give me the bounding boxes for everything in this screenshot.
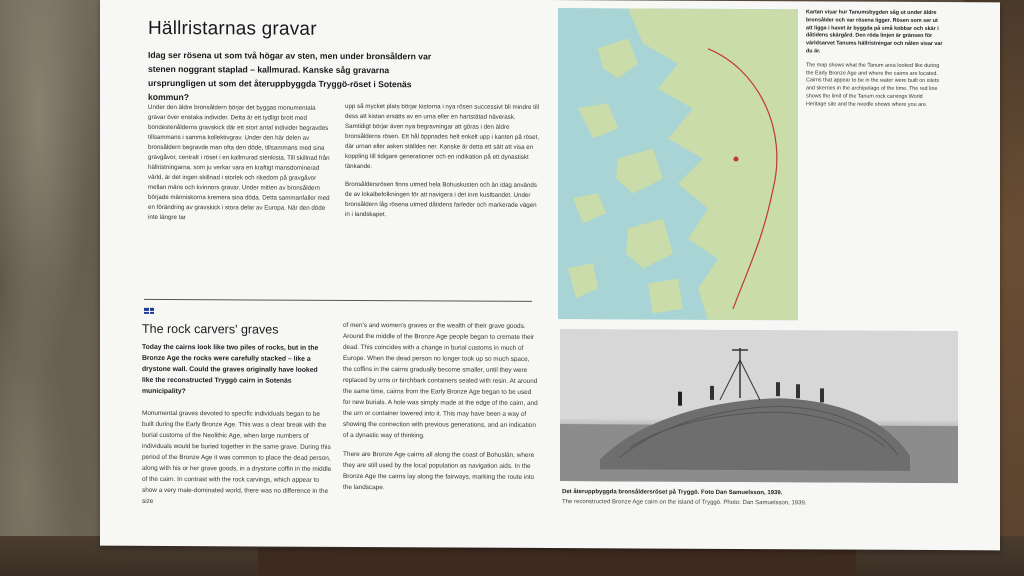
information-sign xyxy=(100,0,1000,550)
map-caption-english: The map shows what the Tanum area looked like during the Early Bronze Age and where the cairns are located. Cairns that appear to be in the water were built on islets and skerries in the archipelago of the time. The red line shows the limit of the Tanum rock carvings World Heritage site and the needle shows where you are. xyxy=(806,62,940,108)
swedish-column-1: Under den äldre bronsåldern börjar det byggas monumentala gravar över enstaka individer. Detta är ett tydligt brott med bondestenålderns gravskick där ett stort antal individer begravdes tillsammans i samma kollektivgrav. Under den här delen av bronsåldern begravde man ofta den döde, tillsammans med sina gravgåvor, centralt i röset i en kallmurad stenkista. Till skillnad från hällristningarna, som ju verkar vara en kraftigt mansdominerad värld, är det ingen skillnad i storlek och rikedom på gravgåvor mellan mäns och kvinnors gravar. Under mitten av bronsåldern började människorna kremera sina döda. Detta sammanfaller med en förändring av gravskick i stora delar av Europa. När den döde inte längre tar xyxy=(148,103,330,222)
english-column-2 xyxy=(343,320,538,494)
english-column-1: Monumental graves devoted to specific individuals began to be built during the Early Bronze Age. This was a clear break with the burial customs of the Neolithic Age, when large numbers of individuals would be buried together in the same grave. During this period of the Bronze Age it was common to place the dead person, along with his or her grave goods, in a drystone coffin in the middle of the cairn. In contrast with the rock carvings, which appear to show a very male-dominated world, there was no difference in the size xyxy=(142,409,332,505)
map-caption-swedish: Kartan visar hur Tanumsbygden såg ut under äldre bronsålder och var rösena ligger. Rösen som ser ut att ligga i havet är byggda på små kobbar och skär i dåtidens skärgård. Den röda linjen är gränsen för världsarvet Tanums hällristningar och nålen visar var du är. xyxy=(806,9,943,55)
sign-post xyxy=(258,548,856,576)
section-divider xyxy=(144,299,532,302)
swedish-intro: Idag ser rösena ut som två högar av sten, men under bronsåldern var stenen noggrant staplad – kallmurad. Kanske såg gravarna ursprungligen ut som det återuppbyggda Tryggö-röset i Sotenäs kommun? xyxy=(148,49,432,103)
english-column-2-p2: There are Bronze Age cairns all along the coast of Bohuslän, where they are still used by the local population as navigation aids. In the Bronze Age the cairns lay along the fairways, marking the route into the landscape. xyxy=(343,450,535,492)
photo-caption-english: The reconstructed Bronze Age cairn on the island of Tryggö. Photo: Dan Samuelsson, 1939. xyxy=(562,499,807,507)
tryggo-cairn-photo xyxy=(560,329,958,483)
bronze-age-map xyxy=(558,8,798,320)
english-column-2-p1: of men's and women's graves or the wealth of their grave goods. Around the middle of the Bronze Age people began to cremate their dead. This coincides with a change in burial customs in much of Europe. When the dead person no longer took up so much space, the coffins in the cairns gradually become smaller, until they were replaced by urns or birchbark containers sealed with resin. At around the same time, cairns from the Early Bronze Age began to be used for new burials. A hole was simply made at the edge of the cairn, and the urn or container lowered into it. This may have been a way of showing the connection with previous generations, and an indication of a dynastic way of thinking. xyxy=(343,321,538,440)
swedish-column-2-p2: Bronsåldersrösen finns utmed hela Bohuskusten och än idag används de av lokalbefolkningen för att navigera i det inre kustbandet. Under bronsåldern låg rösena utmed dåtidens farleder och markerade vägen in i landskapet. xyxy=(345,180,537,219)
swedish-column-2 xyxy=(345,102,540,221)
sign-title: Hällristarnas gravar xyxy=(148,17,317,40)
uk-flag-icon xyxy=(144,308,154,314)
swedish-column-2-p1: upp så mycket plats börjar kistorna i nya rösen successivt bli mindre till dess att kistan ersätts av en urna eller en hartstätad näverask. Samtidigt börjar även nya begravningar att göras i den äldre bronsålderns rösen. Ett hål öppnades helt enkelt upp i kanten på röset, där urnan eller asken ställdes ner. Kanske är detta ett sätt att visa en koppling till tidigare generationer och en indikation på ett dynastiskt tänkande. xyxy=(345,102,540,171)
english-intro: Today the cairns look like two piles of rocks, but in the Bronze Age the rocks were carefully stacked – like a drystone wall. Could the graves originally have looked like the reconstructed Tryggö cairn in Sotenäs municipality? xyxy=(142,343,319,396)
photo-caption-swedish: Det återuppbyggda bronsåldersröset på Tryggö. Foto Dan Samuelsson, 1939. xyxy=(562,489,783,497)
map-caption xyxy=(806,9,944,109)
english-title: The rock carvers' graves xyxy=(142,321,279,337)
